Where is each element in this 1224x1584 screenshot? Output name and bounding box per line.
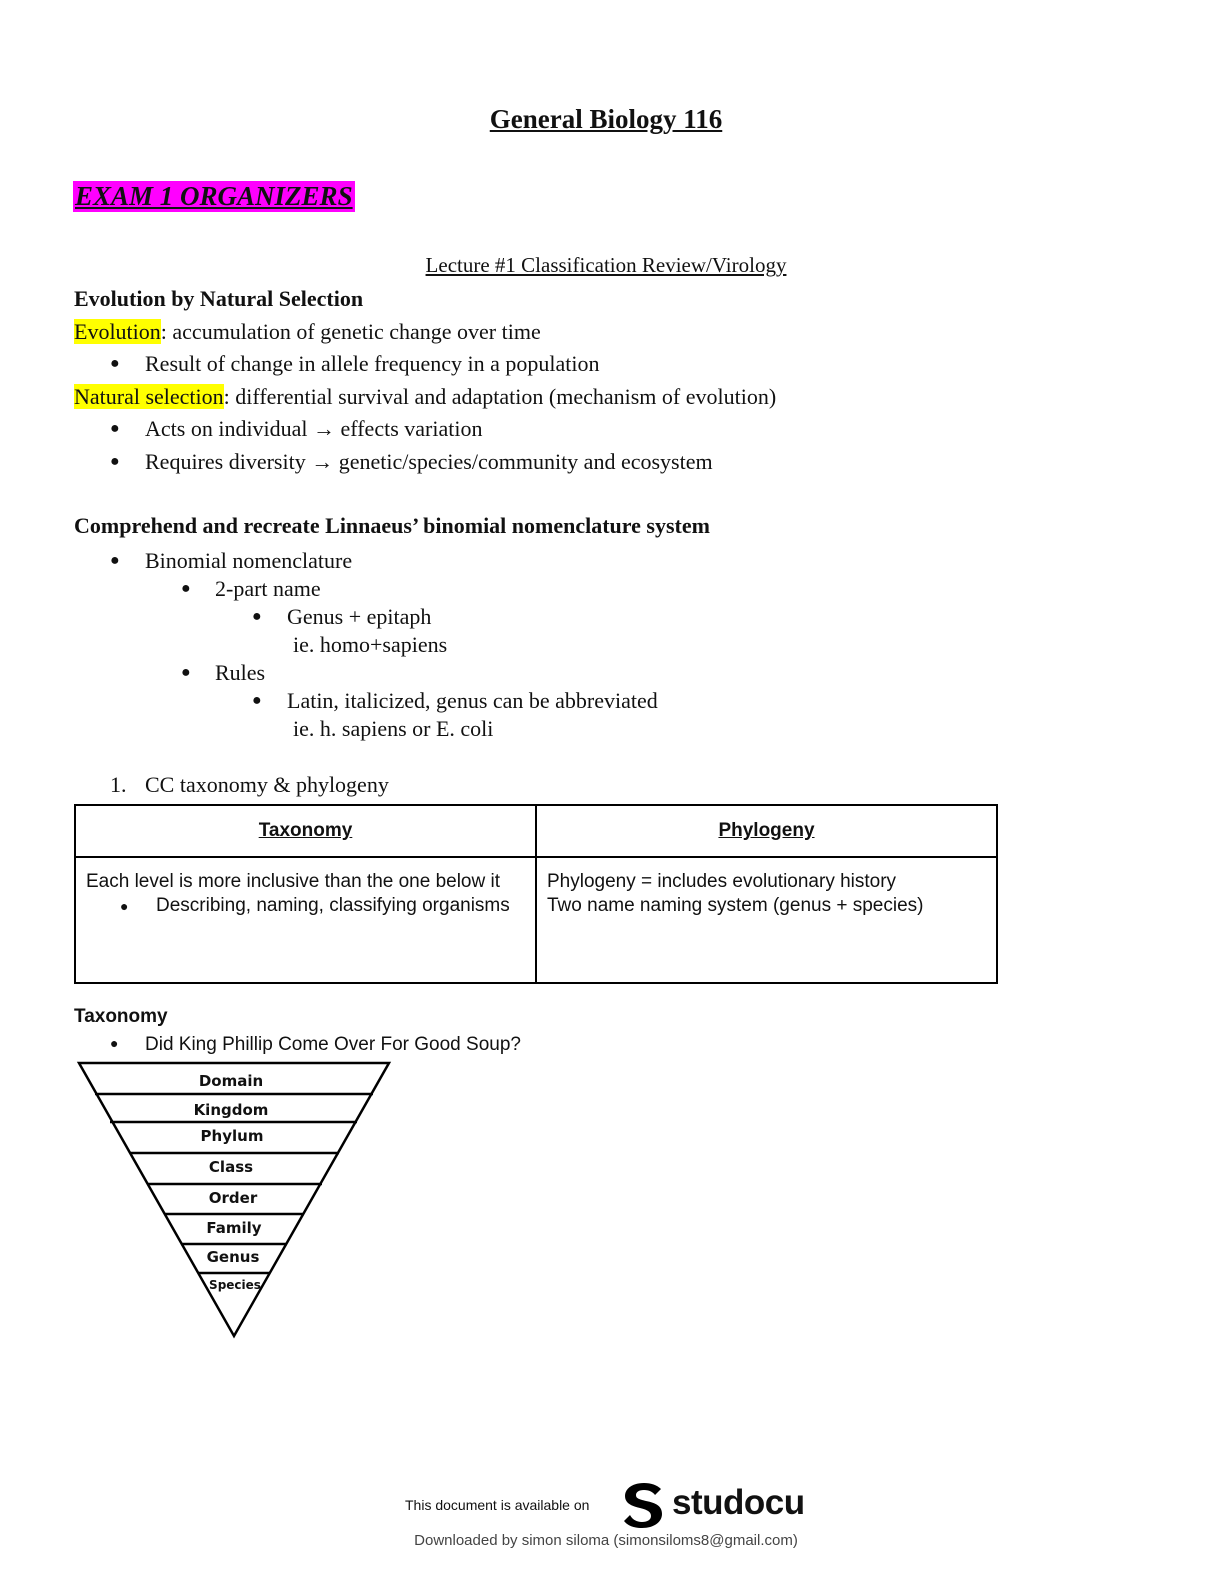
table-cell-taxonomy [75, 857, 536, 983]
cell-bullet-line [86, 894, 525, 918]
studocu-brand[interactable]: studocu [672, 1483, 805, 1522]
list-item: 2-part name [215, 576, 321, 601]
table-row [75, 857, 997, 983]
pyramid-level-genus: Genus [206, 1248, 260, 1266]
cell-line: Two name naming system (genus + species) [547, 895, 924, 916]
bullet-dot: ● [110, 420, 120, 437]
bullet-dot: ● [120, 898, 129, 914]
bullet-dot: ● [252, 608, 262, 625]
pyramid-level-kingdom: Kingdom [193, 1101, 269, 1119]
list-item: Genus + epitaph [287, 604, 432, 629]
list-item: Rules [215, 660, 266, 685]
pyramid-level-domain: Domain [198, 1072, 264, 1090]
list-item: Latin, italicized, genus can be abbreviated [287, 688, 658, 713]
taxonomy-heading: Taxonomy [74, 1006, 168, 1027]
natural-selection-definition [74, 384, 776, 410]
bullet-dot: ● [181, 580, 191, 597]
bullet-dot: ● [110, 552, 120, 569]
evolution-term: Evolution [74, 319, 161, 344]
pyramid-level-species: Species [209, 1278, 261, 1292]
bullet-dot: ● [110, 355, 120, 372]
exam-banner: EXAM 1 ORGANIZERS [75, 181, 353, 211]
lecture-title: Lecture #1 Classification Review/Virology [425, 253, 787, 277]
cell-line: Phylogeny = includes evolutionary history [547, 871, 897, 892]
section-heading-evolution: Evolution by Natural Selection [74, 286, 364, 311]
studocu-logo-icon [620, 1480, 668, 1530]
pyramid-level-class: Class [208, 1158, 254, 1176]
section-heading-nomenclature: Comprehend and recreate Linnaeus’ binomial nomenclature system [74, 513, 710, 538]
natural-selection-term: Natural selection [74, 384, 224, 409]
footer-downloaded-text: Downloaded by simon siloma (simonsiloms8@gmail.com) [414, 1532, 798, 1549]
bullet-dot: ● [181, 664, 191, 681]
bullet-dot: ● [252, 692, 262, 709]
list-item: Acts on individual → effects variation [145, 416, 483, 441]
table-header-row [75, 805, 997, 857]
document-title: General Biology 116 [489, 104, 723, 134]
table-header-phylogeny: Phylogeny [536, 805, 997, 857]
footer-available-text: This document is available on [405, 1497, 590, 1513]
mnemonic-text: Did King Phillip Come Over For Good Soup? [145, 1034, 521, 1055]
numbered-item-number: 1. [110, 772, 127, 797]
evolution-def-text: : accumulation of genetic change over time [160, 319, 541, 344]
evolution-definition [74, 319, 541, 345]
list-item: Result of change in allele frequency in a population [145, 351, 600, 376]
pyramid-level-phylum: Phylum [200, 1127, 264, 1145]
example-text: ie. h. sapiens or E. coli [293, 716, 494, 741]
table-header-taxonomy: Taxonomy [75, 805, 536, 857]
pyramid-level-family: Family [206, 1219, 262, 1237]
taxonomy-phylogeny-table [74, 804, 998, 984]
numbered-item-text: CC taxonomy & phylogeny [145, 772, 389, 797]
example-text: ie. homo+sapiens [293, 632, 448, 657]
natural-selection-def-text: : differential survival and adaptation (mechanism of evolution) [223, 384, 777, 409]
pyramid-level-order: Order [208, 1189, 258, 1207]
cell-bullet-text: Describing, naming, classifying organisms [156, 895, 510, 916]
list-item: Requires diversity → genetic/species/community and ecosystem [145, 449, 713, 474]
bullet-dot: ● [110, 1037, 119, 1052]
table-cell-phylogeny [536, 857, 997, 983]
list-item: Binomial nomenclature [145, 548, 353, 573]
bullet-dot: ● [110, 453, 120, 470]
cell-line: Each level is more inclusive than the one below it [86, 871, 501, 892]
